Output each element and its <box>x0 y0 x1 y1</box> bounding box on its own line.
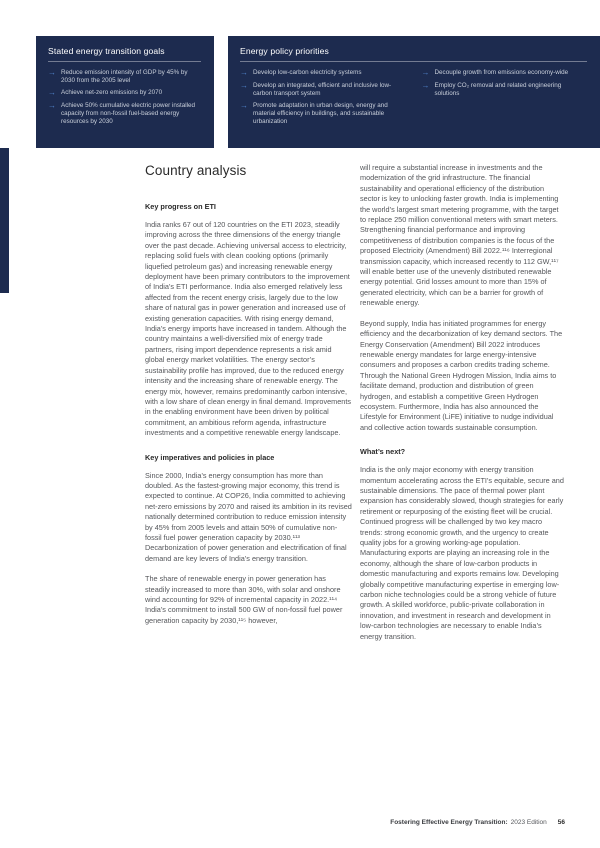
priority-item <box>240 102 406 125</box>
priorities-title: Energy policy priorities <box>240 46 587 62</box>
paragraph: The share of renewable energy in power generation has steadily increased to more than 30%, with solar and onshore wind accounting for 92% of incremental capacity in 2022.¹¹⁴ India’s commitment to install 500 GW of non-fossil fuel power generation capacity by 2030,¹¹⁵ however, <box>145 574 343 625</box>
priority-text: Employ CO₂ removal and related engineering solutions <box>434 82 562 97</box>
country-analysis-section <box>145 163 565 652</box>
right-column <box>360 163 565 652</box>
subheading-key-imperatives: Key imperatives and policies in place <box>145 452 275 462</box>
priority-text: Decouple growth from emissions economy-wide <box>434 69 569 76</box>
priorities-list-1 <box>240 69 406 131</box>
page-number: 56 <box>557 819 565 826</box>
subheading-key-progress: Key progress on ETI <box>145 202 216 211</box>
arrow-icon: → <box>48 101 56 111</box>
footer-edition: 2023 Edition <box>510 819 547 826</box>
priority-item <box>240 82 406 97</box>
arrow-icon: → <box>240 101 248 111</box>
priorities-list-2 <box>422 69 588 131</box>
priority-text: Develop an integrated, efficient and inclusive low-carbon transport system <box>253 82 392 97</box>
paragraph: India ranks 67 out of 120 countries on the ETI 2023, steadily improving across the three dimensions of the energy triangle over the past decade. Achieving universal access to electricity, replacing solid fuels with clean cooking options (primarily liquefied petroleum gas) and increasing renewable energy deployment have been primary contributors to the improvement of India’s ETI performance. India also emerged relatively less affected from the recent energy crisis, largely due to the low share of natural gas in power generation and increased use of existing generation capacities. With rising energy demand, India’s energy imports have increased in tandem. Although the country maintains a well-diversified mix of energy trade partners, rising import dependence represents a risk amid global energy market volatilities. The energy sector’s sustainability profile has improved, due to the reduced energy intensity and the increasing share of renewable energy. The energy mix, however, remains predominantly carbon intensive, with a low share of clean energy in final demand. Improvements in the enabling environment have been driven by political commitment, an ambitious reform agenda, infrastructure investments and a competitive renewable energy landscape. <box>145 220 352 438</box>
priority-item <box>240 69 406 77</box>
paragraph: will require a substantial increase in investments and the modernization of the grid infrastructure. The financial sustainability and operational efficiency of the distribution sector is key to unlocking faster growth. India is implementing the world’s largest smart metering programme, with the target to replace 250 million conventional meters with smart meters. Strengthening financial performance and improving competitiveness of distribution companies is the focus of the proposed Electricity (Amendment) Bill 2022.¹¹⁶ Interregional transmission capacity, which increased recently to 112 GW,¹¹⁷ will enable better use of the unevenly distributed renewable energy potential. Grid losses amount to more than 15% of generated electricity, which can be a barrier for growth of renewable energy. <box>360 163 559 308</box>
priorities-panel <box>228 36 600 148</box>
arrow-icon: → <box>240 68 248 77</box>
paragraph: Beyond supply, India has initiated programmes for energy efficiency and the decarbonization of key demand sectors. The Energy Conservation (Amendment) Bill 2022 introduces renewable energy mandates for large energy-intensive consumers and proposes a carbon credits trading scheme. Through the National Green Hydrogen Mission, India aims to facilitate demand, production and distribution of green hydrogen, and establish a competitive Green Hydrogen ecosystem. Furthermore, India has also announced the Lifestyle for Environment (LiFE) initiative to nudge individual and collective action towards sustainable consumption. <box>360 318 563 432</box>
left-column <box>145 163 352 652</box>
priorities-columns <box>240 69 587 131</box>
paragraph: Since 2000, India’s energy consumption has more than doubled. As the fastest-growing major economy, this trend is expected to continue. At COP26, India committed to achieving net-zero emissions by 2070 and raised its ambition in its revised nationally determined contribution to reduce emission intensity by 45% from 2005 levels and attain 50% of cumulative non-fossil fuel power generation capacity by 2030.¹¹³ Decarbonization of power generation and electrification of final demand are key levers of India’s energy transition. <box>145 470 352 563</box>
header-band <box>36 36 600 148</box>
page-edge-tab <box>0 148 9 293</box>
goal-item <box>48 102 201 125</box>
arrow-icon: → <box>240 81 248 90</box>
goals-list <box>48 69 201 126</box>
goal-item <box>48 69 201 84</box>
priority-text: Promote adaptation in urban design, energy and material efficiency in buildings, and sustainable urbanization <box>253 102 388 125</box>
paragraph: India is the only major economy with energy transition momentum accelerating across the ETI’s equitable, secure and sustainable dimensions. The pace of thermal power plant expansion has considerably slowed, though strategies for early retirement or repurposing of the existing fleet will be crucial. Continued progress will be challenged by two key macro trends: strong economic growth, and the urgency to create quality jobs for a growing working-age population. Manufacturing exports are playing an increasing role in the economy, although the share of low-carbon products in domestic manufacturing and exports remains low. Developing globally competitive manufacturing expertise in emerging low-carbon niche technologies could be a strong vehicle of future growth. A skilled workforce, public-private collaboration in innovation, and investment in research and development in low-carbon technologies are necessary to enable India’s energy transition. <box>360 465 564 641</box>
goal-item <box>48 89 201 97</box>
arrow-icon: → <box>421 81 430 90</box>
goal-text: Achieve 50% cumulative electric power installed capacity from non-fossil fuel-based energy resources by 2030 <box>61 102 196 125</box>
page-title: Country analysis <box>145 163 247 178</box>
priority-text: Develop low-carbon electricity systems <box>253 69 362 76</box>
page-footer <box>390 819 565 826</box>
arrow-icon: → <box>48 88 56 98</box>
footer-report-title: Fostering Effective Energy Transition: <box>390 819 508 826</box>
arrow-icon: → <box>48 68 56 77</box>
goals-title: Stated energy transition goals <box>48 46 201 62</box>
subheading-whats-next: What’s next? <box>360 447 406 457</box>
arrow-icon: → <box>421 68 430 77</box>
goals-panel <box>36 36 214 148</box>
priority-item <box>422 69 588 77</box>
goal-text: Reduce emission intensity of GDP by 45% by 2030 from the 2005 level <box>61 69 188 84</box>
priority-item <box>422 82 588 97</box>
goal-text: Achieve net-zero emissions by 2070 <box>61 89 163 97</box>
